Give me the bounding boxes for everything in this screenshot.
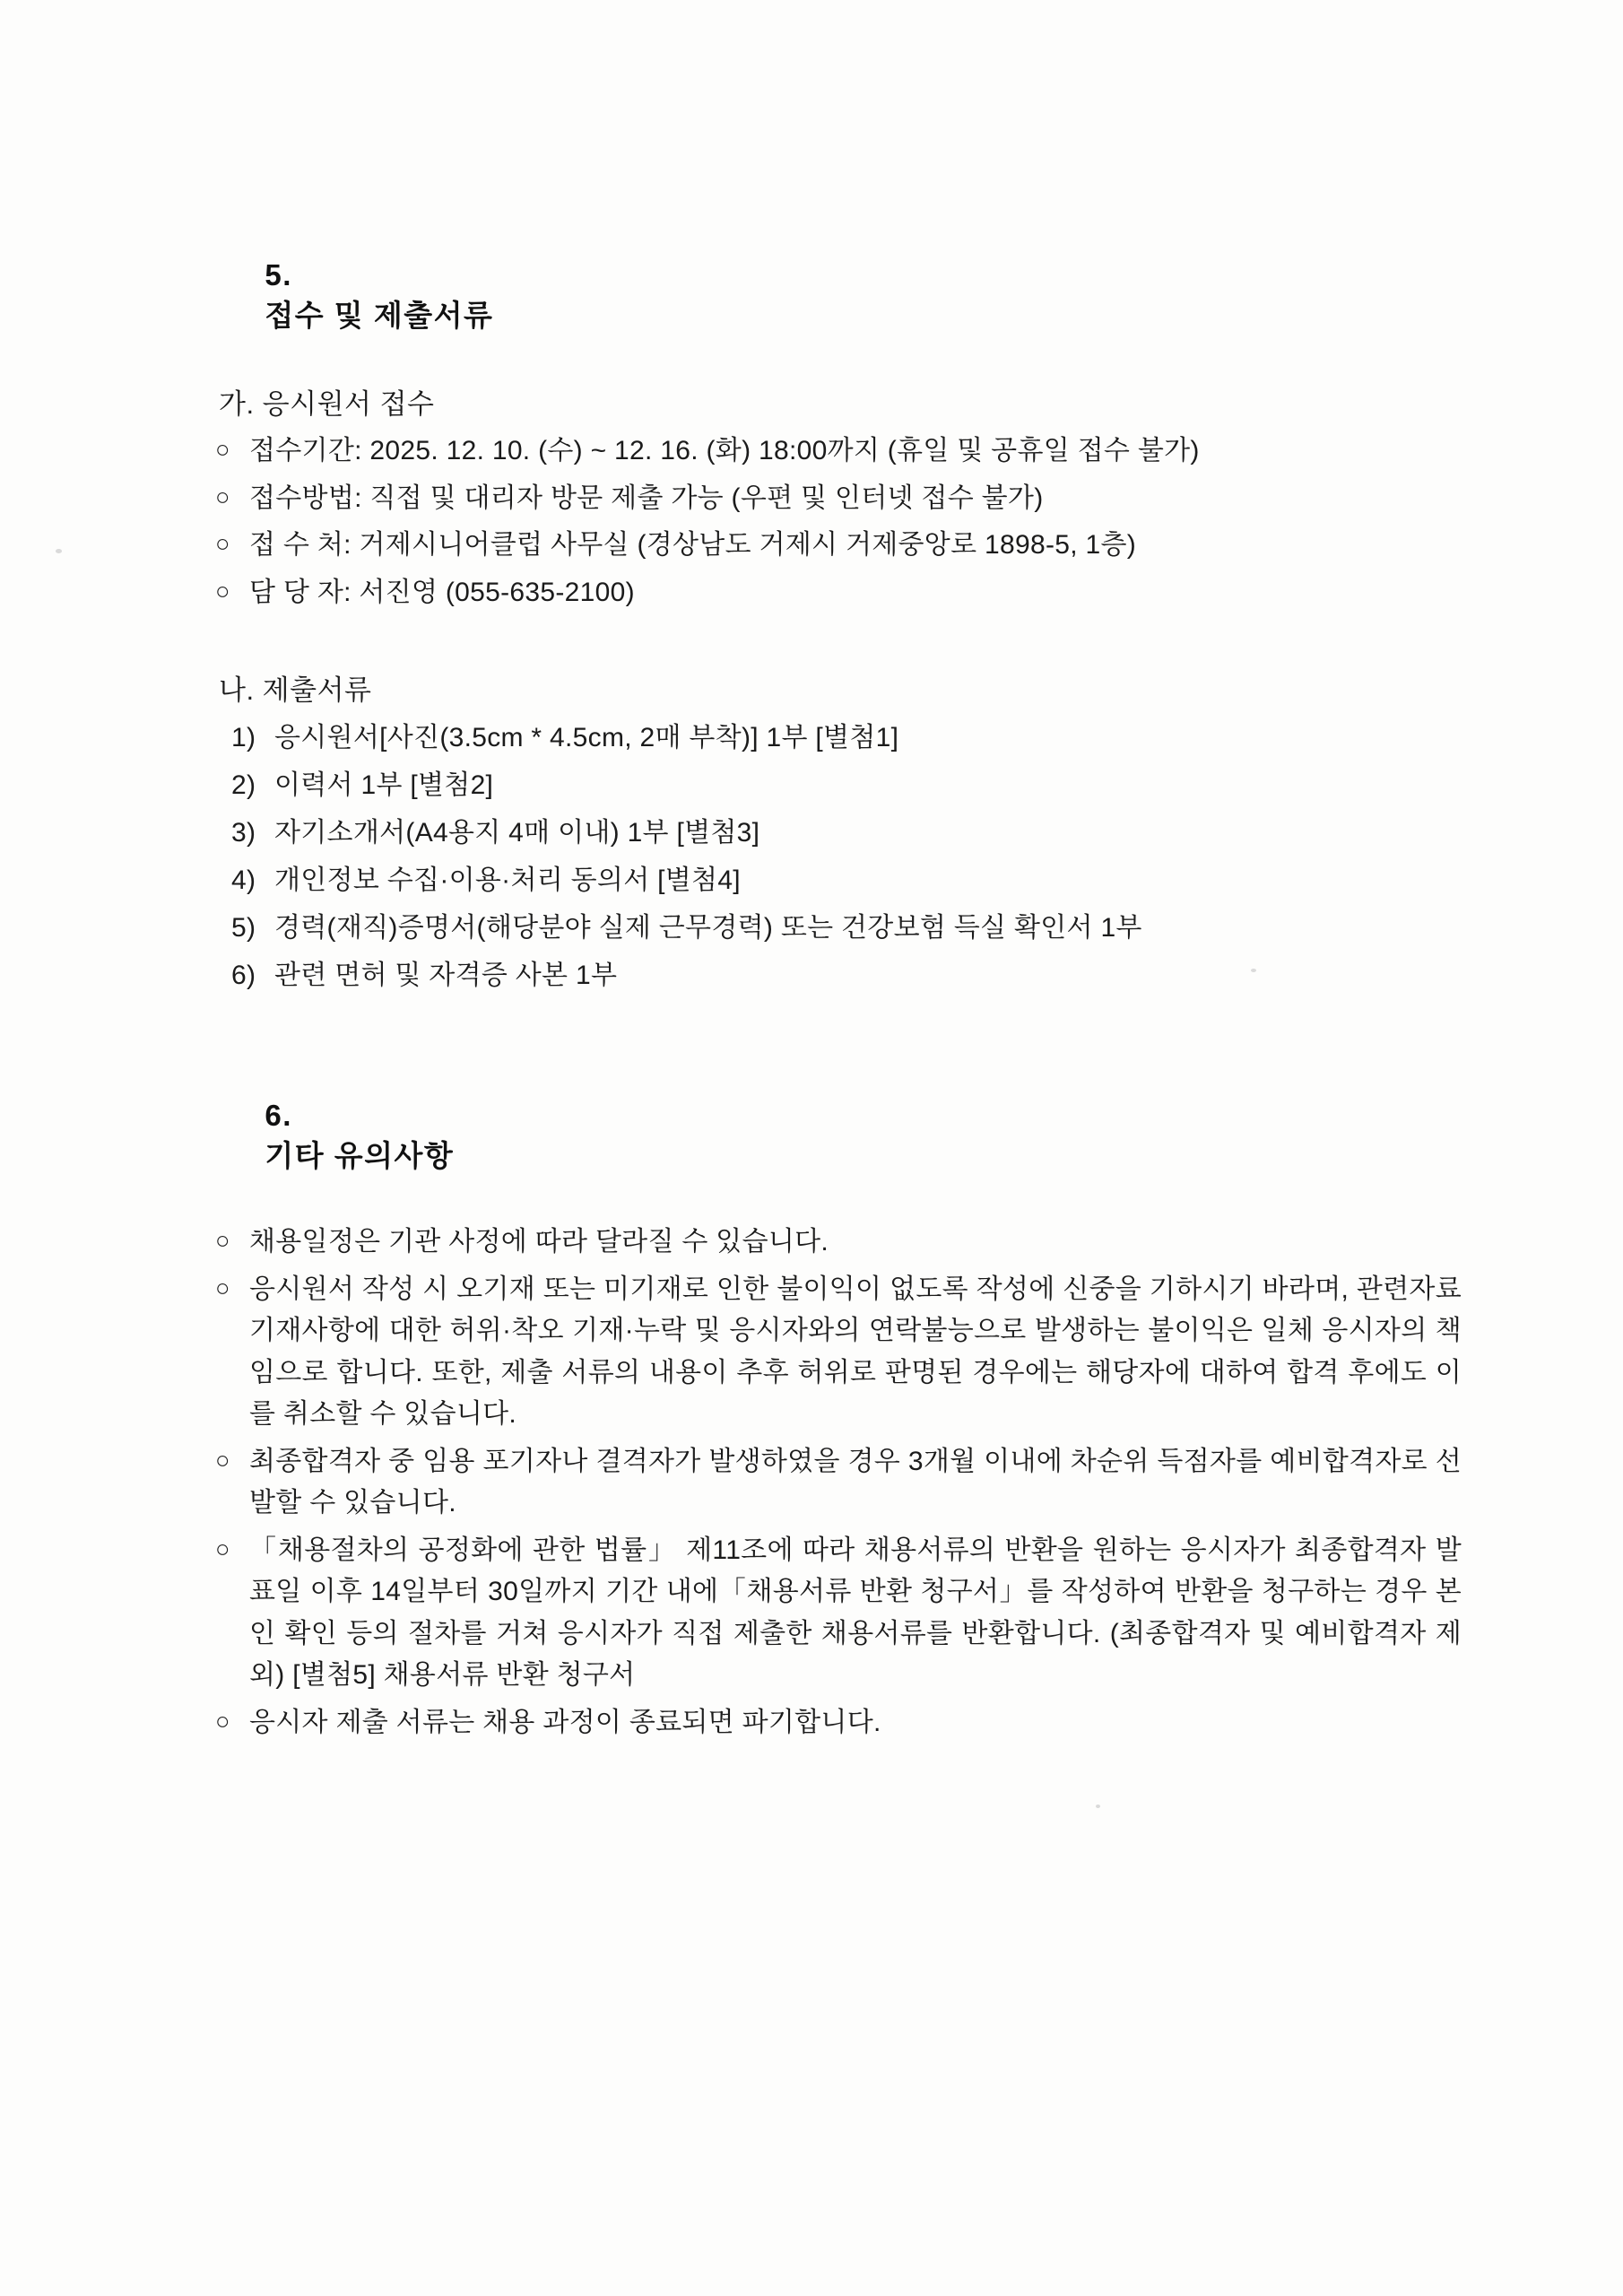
- circle-bullet-icon: ○: [215, 577, 230, 604]
- list-item-marker: 4): [231, 865, 256, 895]
- list-item: [215, 1530, 1462, 1697]
- list-item: [215, 430, 1462, 473]
- list-item-marker: 3): [231, 818, 256, 848]
- list-item-text: 응시원서[사진(3.5cm * 4.5cm, 2매 부착)] 1부 [별첨1]: [274, 723, 899, 752]
- subsection-5-b-label: 나. 제출서류: [219, 674, 372, 706]
- list-item-text: 응시자 제출 서류는 채용 과정이 종료되면 파기합니다.: [249, 1707, 881, 1737]
- list-item-text: 담 당 자: 서진영 (055-635-2100): [249, 577, 635, 607]
- subsection-5-a-label: 가. 응시원서 접수: [219, 388, 435, 420]
- section-6-number: 6.: [265, 1099, 292, 1132]
- list-item-marker: 5): [231, 913, 256, 943]
- list-item: [215, 525, 1462, 567]
- section-5-heading: [188, 224, 1462, 369]
- list-item-text: 채용일정은 기관 사정에 따라 달라질 수 있습니다.: [249, 1227, 829, 1257]
- list-item: [231, 764, 1462, 807]
- list-item-text: 접수방법: 직접 및 대리자 방문 제출 가능 (우편 및 인터넷 접수 불가): [249, 483, 1044, 513]
- spacer: [188, 619, 1462, 667]
- circle-bullet-icon: ○: [215, 1535, 230, 1562]
- list-item: [215, 1702, 1462, 1744]
- list-item: [215, 1441, 1462, 1525]
- list-item-marker: 2): [231, 770, 256, 800]
- section-6-title: 기타 유의사항: [265, 1139, 455, 1172]
- section-5-title: 접수 및 제출서류: [265, 299, 494, 332]
- section-6-bullets: [215, 1222, 1462, 1744]
- list-item-text: 경력(재직)증명서(해당분야 실제 근무경력) 또는 건강보험 득실 확인서 1부: [274, 913, 1142, 943]
- subsection-5-b-items: [231, 717, 1462, 997]
- list-item: [231, 717, 1462, 760]
- list-item-text: 접수기간: 2025. 12. 10. (수) ~ 12. 16. (화) 18:00까지 (휴일 및 공휴일 접수 불가): [249, 436, 1200, 465]
- list-item-text: 이력서 1부 [별첨2]: [274, 770, 494, 800]
- circle-bullet-icon: ○: [215, 1274, 230, 1301]
- spacer: [188, 1002, 1462, 1065]
- list-item-text: 관련 면허 및 자격증 사본 1부: [274, 961, 618, 990]
- list-item-text: 자기소개서(A4용지 4매 이내) 1부 [별첨3]: [274, 818, 760, 848]
- list-item: [231, 907, 1462, 950]
- list-item-text: 접 수 처: 거제시니어클럽 사무실 (경상남도 거제시 거제중앙로 1898-5, 1층): [249, 530, 1137, 560]
- list-item-marker: 1): [231, 723, 256, 752]
- list-item-text: 응시원서 작성 시 오기재 또는 미기재로 인한 불이익이 없도록 작성에 신중을 기하시기 바라며, 관련자료 기재사항에 대한 허위·착오 기재·누락 및 응시자와의 연락불능으로 발생하는 불이익은 일체 응시자의 책임으로 합니다. 또한, 제출 서류의 내용이 추후 허위로 판명된 경우에는 해당자에 대하여 합격 후에도 이를 취소할 수 있습니다.: [249, 1274, 1462, 1429]
- list-item: [215, 478, 1462, 520]
- list-item-text: 개인정보 수집·이용·처리 동의서 [별첨4]: [274, 865, 741, 895]
- circle-bullet-icon: ○: [215, 1446, 230, 1474]
- list-item-text: 최종합격자 중 임용 포기자나 결격자가 발생하였을 경우 3개월 이내에 차순위 득점자를 예비합격자로 선발할 수 있습니다.: [249, 1446, 1462, 1518]
- list-item: [231, 859, 1462, 902]
- list-item-text: 「채용절차의 공정화에 관한 법률」 제11조에 따라 채용서류의 반환을 원하는 응시자가 최종합격자 발표일 이후 14일부터 30일까지 기간 내에「채용서류 반환 청구서」를 작성하여 반환을 청구하는 경우 본인 확인 등의 절차를 거쳐 응시자가 직접 제출한 채용서류를 반환합니다. (최종합격자 및 예비합격자 제외) [별첨5] 채용서류 반환 청구서: [249, 1535, 1462, 1690]
- list-item: [215, 1222, 1462, 1264]
- circle-bullet-icon: ○: [215, 483, 230, 510]
- list-item-marker: 6): [231, 961, 256, 990]
- list-item: [215, 572, 1462, 614]
- circle-bullet-icon: ○: [215, 436, 230, 463]
- list-item: [231, 954, 1462, 997]
- section-5: [188, 224, 1462, 997]
- circle-bullet-icon: ○: [215, 530, 230, 557]
- section-5-number: 5.: [265, 258, 292, 291]
- document-body: [188, 224, 1462, 1749]
- scan-speck: [56, 549, 62, 553]
- circle-bullet-icon: ○: [215, 1707, 230, 1735]
- section-6: [188, 1065, 1462, 1744]
- section-6-heading: [188, 1065, 1462, 1209]
- circle-bullet-icon: ○: [215, 1227, 230, 1254]
- list-item: [231, 812, 1462, 855]
- list-item: [215, 1269, 1462, 1436]
- subsection-5-a-bullets: [215, 430, 1462, 613]
- scan-speck: [1096, 1805, 1100, 1808]
